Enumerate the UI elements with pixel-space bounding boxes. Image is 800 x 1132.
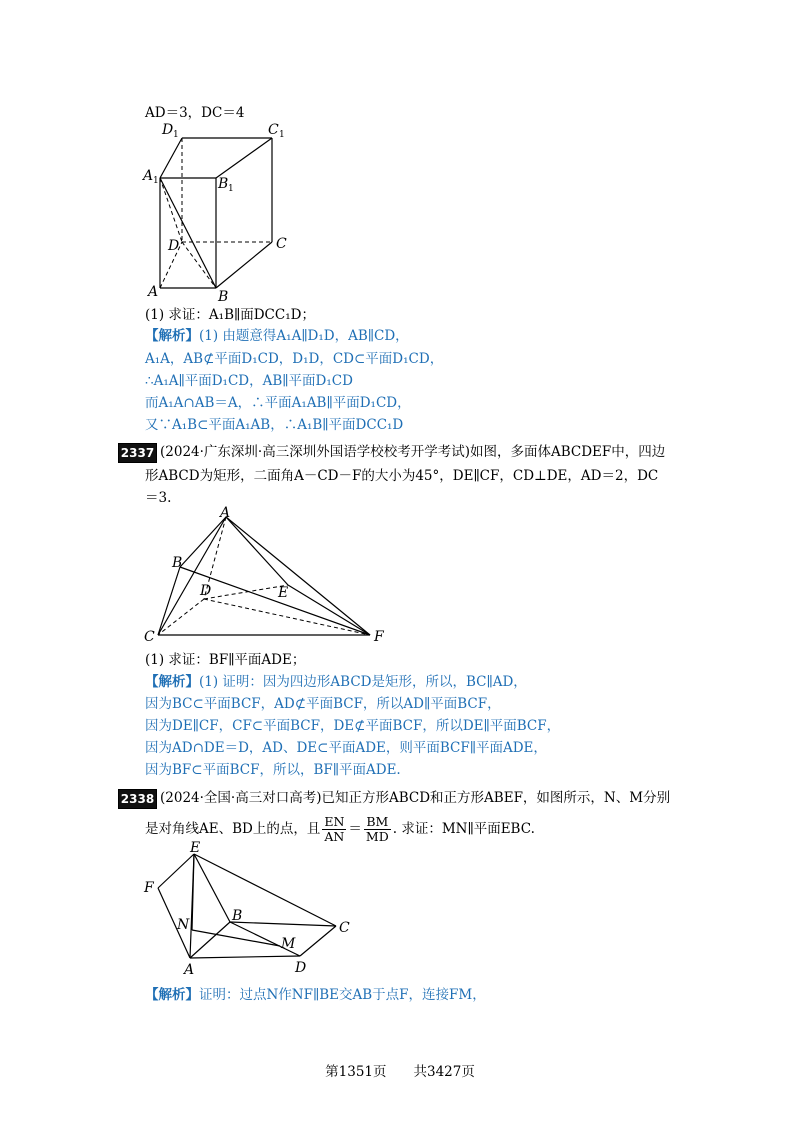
p2-question: (1) 求证：BF∥平面ADE； bbox=[145, 652, 306, 668]
q2338-source: (2024·全国·高三对口高考)已知正方形ABCD和正方形ABEF，如图所示，N、M分别 bbox=[160, 790, 671, 806]
p1-solution-line-3: ∴A₁A∥平面D₁CD，AB∥平面D₁CD bbox=[145, 373, 353, 389]
q2337-line-2: 形ABCD为矩形，二面角A－CD－F的大小为45°，DE∥CF，CD⊥DE，AD＝2，DC bbox=[145, 468, 659, 484]
q2337-line-3: ＝3. bbox=[145, 490, 172, 506]
p1-solution-line-4: 而A₁A∩AB＝A，∴平面A₁AB∥平面D₁CD， bbox=[145, 395, 411, 411]
given-text: AD＝3，DC＝4 bbox=[145, 105, 245, 121]
label-D: D bbox=[295, 960, 307, 976]
p3-solution-tag: 【解析】 bbox=[145, 987, 199, 1003]
label-N: N bbox=[177, 917, 190, 933]
label-F: F bbox=[374, 629, 384, 645]
label-A1: A bbox=[143, 168, 154, 184]
label-E: E bbox=[278, 585, 289, 601]
p2-solution-line-2: 因为BC⊂平面BCF，AD⊄平面BCF，所以AD∥平面BCF， bbox=[145, 696, 501, 712]
label-A: A bbox=[184, 962, 195, 978]
label-E: E bbox=[190, 840, 201, 856]
p1-solution-line-5: 又∵A₁B⊂平面A₁AB，∴A₁B∥平面DCC₁D bbox=[145, 417, 404, 433]
label-M: M bbox=[281, 936, 296, 952]
p1-question: (1) 求证：A₁B∥面DCC₁D； bbox=[145, 307, 315, 323]
p2-solution-line-1: 【解析】(1) 证明：因为四边形ABCD是矩形，所以，BC∥AD， bbox=[145, 674, 527, 690]
label-B: B bbox=[218, 289, 229, 305]
question-number-2338: 2338 bbox=[118, 789, 157, 809]
squares-figure bbox=[140, 840, 360, 980]
prism-figure bbox=[140, 120, 300, 305]
p1-solution-line-1: 【解析】(1) 由题意得A₁A∥D₁D，AB∥CD， bbox=[145, 328, 409, 344]
q2338-line-2: 是对角线AE、BD上的点，且 $\frac{EN}{AN}$ ＝ $\frac{BM}{MD}$ . 求证：MN∥平面EBC. bbox=[145, 814, 535, 844]
label-F: F bbox=[144, 880, 154, 896]
label-C: C bbox=[144, 629, 155, 645]
label-D1: D bbox=[162, 122, 174, 138]
p1-solution-line-2: A₁A，AB⊄平面D₁CD，D₁D，CD⊂平面D₁CD， bbox=[145, 351, 444, 367]
label-B: B bbox=[232, 908, 243, 924]
p2-solution-line-4: 因为AD∩DE＝D，AD、DE⊂平面ADE，则平面BCF∥平面ADE， bbox=[145, 740, 547, 756]
p3-solution-line-1: 【解析】证明：过点N作NF∥BE交AB于点F，连接FM， bbox=[145, 987, 486, 1003]
label-D: D bbox=[168, 238, 180, 254]
label-A: A bbox=[148, 284, 159, 300]
svg-text:1: 1 bbox=[173, 130, 179, 140]
polyhedron-figure bbox=[140, 505, 390, 650]
label-C: C bbox=[339, 920, 350, 936]
p1-solution-tag: 【解析】 bbox=[145, 328, 199, 344]
p2-solution-line-3: 因为DE∥CF，CF⊂平面BCF，DE⊄平面BCF，所以DE∥平面BCF， bbox=[145, 718, 561, 734]
label-A: A bbox=[220, 505, 231, 521]
label-C1: C bbox=[268, 122, 279, 138]
q2337-source: (2024·广东深圳·高三深圳外国语学校校考开学考试)如图，多面体ABCDEF中，四边 bbox=[160, 444, 666, 460]
label-C: C bbox=[276, 236, 287, 252]
svg-text:1: 1 bbox=[228, 184, 234, 194]
label-B1: B bbox=[218, 176, 229, 192]
svg-text:1: 1 bbox=[153, 176, 159, 186]
fraction-en-an: $\frac{EN}{AN}$ bbox=[324, 814, 345, 844]
svg-text:1: 1 bbox=[279, 130, 285, 140]
question-number-2337: 2337 bbox=[118, 443, 157, 463]
p2-solution-line-5: 因为BF⊂平面BCF，所以，BF∥平面ADE. bbox=[145, 762, 401, 778]
p2-solution-tag: 【解析】 bbox=[145, 674, 199, 690]
fraction-bm-md: $\frac{BM}{MD}$ bbox=[365, 814, 389, 844]
label-B: B bbox=[172, 555, 183, 571]
page-footer: 第1351页 共3427页 bbox=[325, 1064, 475, 1080]
label-D: D bbox=[200, 583, 212, 599]
